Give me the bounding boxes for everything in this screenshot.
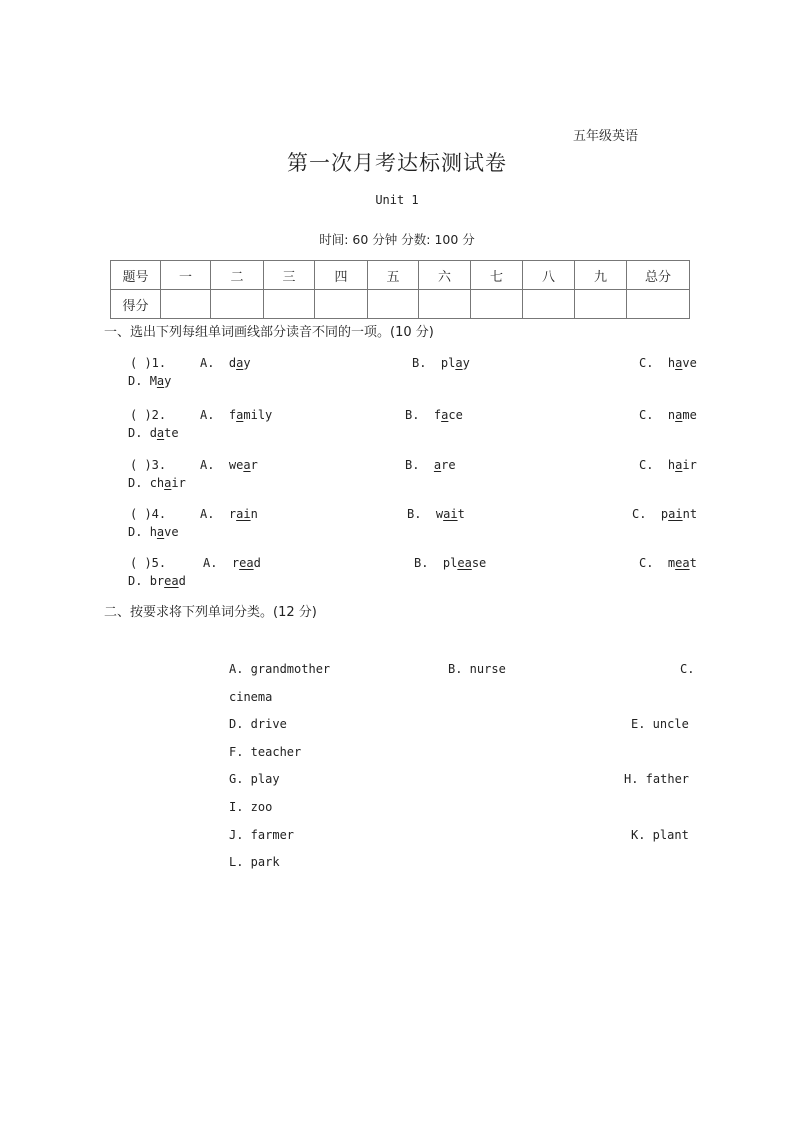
score-table-cell: 总分 xyxy=(627,261,690,290)
score-table-header-row xyxy=(111,261,690,290)
score-input-cell[interactable] xyxy=(161,290,211,319)
score-input-cell[interactable] xyxy=(264,290,315,319)
option-c[interactable]: C. name xyxy=(639,408,697,422)
option-a[interactable]: A. day xyxy=(200,356,251,370)
score-input-cell[interactable] xyxy=(211,290,264,319)
question-number: ( )4. xyxy=(130,507,167,521)
score-table-cell: 六 xyxy=(419,261,471,290)
score-table-cell: 九 xyxy=(575,261,627,290)
score-table-cell: 八 xyxy=(523,261,575,290)
score-input-cell[interactable] xyxy=(315,290,368,319)
option-d[interactable]: D. bread xyxy=(128,574,186,588)
option-d[interactable]: D. May xyxy=(128,374,172,388)
score-input-cell[interactable] xyxy=(419,290,471,319)
word-item: cinema xyxy=(229,690,273,704)
score-table-cell: 一 xyxy=(161,261,211,290)
word-item: E. uncle xyxy=(631,717,689,731)
score-table-cell: 七 xyxy=(471,261,523,290)
score-table xyxy=(110,260,690,319)
option-a[interactable]: A. read xyxy=(203,556,261,570)
question-number: ( )1. xyxy=(130,356,167,370)
question-number: ( )2. xyxy=(130,408,167,422)
word-item: C. xyxy=(680,662,695,676)
word-item: I. zoo xyxy=(229,800,273,814)
option-a[interactable]: A. wear xyxy=(200,458,258,472)
word-item: F. teacher xyxy=(229,745,302,759)
word-item: H. father xyxy=(624,772,690,786)
score-table-cell: 得分 xyxy=(111,290,161,319)
section1-heading: 一、选出下列每组单词画线部分读音不同的一项。(10 分) xyxy=(104,325,434,340)
word-item: L. park xyxy=(229,855,280,869)
option-a[interactable]: A. rain xyxy=(200,507,258,521)
score-table-cell: 二 xyxy=(211,261,264,290)
option-d[interactable]: D. have xyxy=(128,525,179,539)
score-input-cell[interactable] xyxy=(523,290,575,319)
word-item: A. grandmother xyxy=(229,662,331,676)
option-a[interactable]: A. family xyxy=(200,408,273,422)
option-c[interactable]: C. hair xyxy=(639,458,697,472)
score-input-cell[interactable] xyxy=(575,290,627,319)
score-table-cell: 题号 xyxy=(111,261,161,290)
option-c[interactable]: C. paint xyxy=(632,507,698,521)
score-input-cell[interactable] xyxy=(627,290,690,319)
option-c[interactable]: C. meat xyxy=(639,556,697,570)
score-table-cell: 四 xyxy=(315,261,368,290)
word-item: B. nurse xyxy=(448,662,506,676)
option-b[interactable]: B. wait xyxy=(407,507,465,521)
option-b[interactable]: B. face xyxy=(405,408,463,422)
word-item: G. play xyxy=(229,772,280,786)
option-b[interactable]: B. please xyxy=(414,556,487,570)
question-number: ( )3. xyxy=(130,458,167,472)
score-table-cell: 三 xyxy=(264,261,315,290)
option-b[interactable]: B. play xyxy=(412,356,470,370)
word-item: D. drive xyxy=(229,717,287,731)
score-table-score-row xyxy=(111,290,690,319)
time-score-line: 时间: 60 分钟 分数: 100 分 xyxy=(319,232,475,247)
option-d[interactable]: D. date xyxy=(128,426,179,440)
score-input-cell[interactable] xyxy=(368,290,419,319)
page-title: 第一次月考达标测试卷 xyxy=(287,151,507,175)
option-b[interactable]: B. are xyxy=(405,458,456,472)
grade-label: 五年级英语 xyxy=(573,129,639,144)
word-item: J. farmer xyxy=(229,828,295,842)
word-item: K. plant xyxy=(631,828,689,842)
section2-heading: 二、按要求将下列单词分类。(12 分) xyxy=(104,605,317,620)
option-d[interactable]: D. chair xyxy=(128,476,186,490)
unit-label: Unit 1 xyxy=(375,193,419,207)
score-input-cell[interactable] xyxy=(471,290,523,319)
score-table-cell: 五 xyxy=(368,261,419,290)
option-c[interactable]: C. have xyxy=(639,356,697,370)
question-number: ( )5. xyxy=(130,556,167,570)
